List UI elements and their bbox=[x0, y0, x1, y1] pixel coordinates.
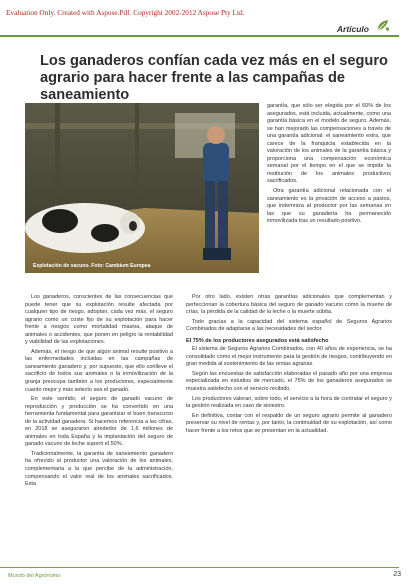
article-column-right-bottom bbox=[186, 294, 392, 437]
leaf-logo-icon bbox=[375, 18, 391, 32]
photo-caption: Explotación de vacuno. Foto: Cambium Europea bbox=[33, 263, 151, 269]
paragraph: Tradicionalmente, la garantía de saneamiento ganadero ha ofrecido al productor una valoración de los animales, complementaria a la que percibe de la administración, compensando el valor real de los animales sacrificados. Esta bbox=[25, 450, 173, 488]
paragraph: En este sentido, el seguro de ganado vacuno de reproducción y producción se ha convertido en una herramienta fundamental para garantizar el buen transcurso de la actividad ganadera. Si hacemos referencia a las cifras, en 2018 se aseguraron alrededor de 1,6 millones de animales en toda España y la implantación del seguro de ganado vacuno de leche superó el 50%. bbox=[25, 396, 173, 448]
paragraph: Según las encuestas de satisfacción elaboradas el pasado año por una empresa especializada en estudios de mercado, el 75% de los ganaderos asegurados se muestra satisfecho con el servicio recibido. bbox=[186, 370, 392, 393]
paragraph: Otra garantía adicional relacionada con el saneamiento es la privación de acceso a pastos, que indemniza al productor por las semanas en las que su ganadería ha permanecido inmovilizada tras un resultado positivo. bbox=[267, 188, 391, 225]
paragraph: Por otro lado, existen otras garantías adicionales que complementan y perfeccionan la cobertura básica del seguro de ganado vacuno como la muerte de crías, la pérdida de la calidad de la leche o la muerte súbita. bbox=[186, 294, 392, 316]
barn-cows-illustration bbox=[25, 103, 259, 273]
paragraph: Los productores valoran, sobre todo, el servicio a la hora de contratar el seguro y la gestión realizada en caso de siniestro. bbox=[186, 395, 392, 410]
article-headline: Los ganaderos confían cada vez más en el seguro agrario para hacer frente a las campañas de saneamiento bbox=[40, 53, 388, 103]
paragraph: Además, el riesgo de que algún animal resulte positivo a las enfermedades incluidas en las campañas de saneamiento ganadero y, por supuesto, que ello conlleve el sacrificio de todos sus animales o la inmovilización de la granja preocupa también a los productores, especialmente cuanto mejor y más selecto sea el ganado. bbox=[25, 348, 173, 393]
section-label: Artículo bbox=[336, 24, 369, 34]
publication-name: Mundo del Agrónomo bbox=[8, 573, 61, 579]
article-column-left bbox=[25, 294, 173, 491]
paragraph: En definitiva, contar con el respaldo de un seguro agrario permite al ganadero preservar su nivel de rentas y, por tanto, la continuidad de su explotación, así como hacer frente a los retos que se presentan en la actualidad. bbox=[186, 412, 392, 434]
footer-divider bbox=[0, 567, 399, 568]
article-photo bbox=[25, 103, 259, 273]
page-number: 23 bbox=[393, 571, 401, 578]
paragraph: El sistema de Seguros Agrarios Combinados, con 40 años de experiencia, se ha consolidado como el mejor instrumento para la gestión de riesgos, contribuyendo en gran medida al sostenimiento de las rentas agrarias. bbox=[186, 346, 392, 368]
section-subheading: El 75% de los productores asegurados está satisfecho bbox=[186, 337, 329, 344]
paragraph: Los ganaderos, conscientes de las consecuencias que puede tener que su explotación resulte afectada por cualquier tipo de riesgo, adoptan, cada vez más, el seguro agrario como un coste fijo de su explotación para hacer frente a riesgos como mortalidad masiva, ataque de animales o accidentes, que ponen en peligro la rentabilidad y viabilidad de las explotaciones. bbox=[25, 294, 173, 346]
paragraph: garantía, que sólo ser elegida por el 60% de los asegurados, está incluida, actualmente, como una garantía básica en el modelo de seguro. Además, se han mejorado las compensaciones a través de una garantía adicional: el saneamiento extra, que carece de la franquicia establecida en la valoración de los animales de la garantía básica y proporciona una compensación económica semanal por el tiempo en el que se impide la restitución de los animales productivos sacrificados. bbox=[267, 103, 391, 185]
header-divider bbox=[0, 35, 399, 37]
paragraph: Todo gracias a la capacidad del sistema español de Seguros Agrarios Combinados de adaptarse a las necesidades del sector. bbox=[186, 318, 392, 333]
evaluation-watermark: Evaluation Only. Created with Aspose.Pdf. Copyright 2002-2012 Aspose Pty Ltd. bbox=[6, 8, 245, 17]
article-column-right-top bbox=[267, 103, 391, 228]
